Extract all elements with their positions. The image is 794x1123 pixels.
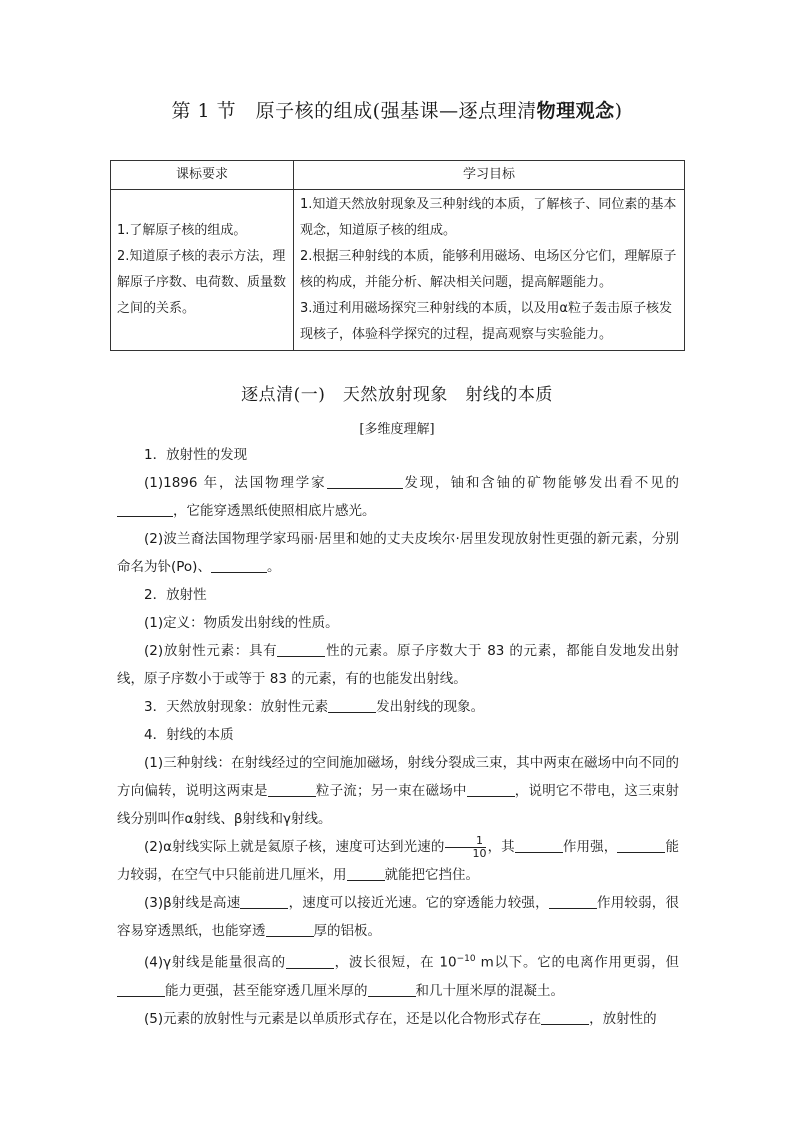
section-title: 逐点清(一) 天然放射现象 射线的本质: [241, 385, 553, 405]
fill-blank[interactable]: [617, 838, 665, 853]
paragraph: (4)γ射线是能量很高的 ，波长很短，在 $10^{-10}$ m以下。它的电离作用更弱，但能力更强，甚至能穿透几厘米厚的 和几十厘米厚的混凝土。: [117, 945, 679, 1005]
fill-blank[interactable]: [541, 1010, 589, 1025]
content-body: [117, 441, 679, 1033]
fraction: $\frac{1}{10}$: [445, 835, 486, 860]
requirement-item: 1.了解原子核的组成。: [117, 223, 247, 238]
heading-natural-radioactivity: 3．天然放射现象：放射性元素 发出射线的现象。: [144, 699, 485, 715]
fill-blank[interactable]: [286, 954, 334, 969]
goal-item: 1.知道天然放射现象及三种射线的本质，了解核子、同位素的基本观念，知道原子核的组成。: [300, 197, 677, 238]
goal-item: 3.通过利用磁场探究三种射线的本质，以及用α粒子轰击原子核发现核子，体验科学探究的过程，提高观察与实验能力。: [300, 301, 672, 342]
fill-blank[interactable]: [327, 474, 403, 489]
goals-cell: [294, 190, 685, 351]
paragraph: (5)元素的放射性与元素是以单质形式存在，还是以化合物形式存在 ，放射性的: [144, 1010, 657, 1027]
title-bold: 物理观念: [536, 100, 615, 122]
fill-blank[interactable]: [277, 642, 325, 657]
standards-table: [110, 160, 685, 351]
fill-blank[interactable]: [117, 502, 173, 517]
paragraph: (1)定义：物质发出射线的性质。: [144, 615, 339, 631]
paragraph: (3)β射线是高速 ，速度可以接近光速。它的穿透能力较强， 作用较弱，很容易穿透黑纸，也能穿透 厚的铝板。: [117, 895, 679, 939]
heading-discovery: 1．放射性的发现: [144, 447, 248, 463]
fill-blank[interactable]: [467, 782, 515, 797]
table-row: [111, 190, 685, 351]
fill-blank[interactable]: [368, 982, 416, 997]
page-title: [0, 96, 794, 123]
heading-radioactivity: 2．放射性: [144, 587, 207, 603]
fill-blank[interactable]: [347, 866, 385, 881]
goals-header: 学习目标: [294, 161, 685, 190]
paragraph: (1)三种射线：在射线经过的空间施加磁场，射线分裂成三束，其中两束在磁场中向不同的方向偏转，说明这两束是 粒子流；另一束在磁场中 ，说明它不带电，这三束射线分别叫作α射线、β射线和γ射线。: [117, 755, 680, 827]
fill-blank[interactable]: [268, 782, 316, 797]
fill-blank[interactable]: [266, 922, 314, 937]
paragraph: (2)放射性元素：具有 性的元素。原子序数大于 83 的元素，都能自发地发出射线，原子序数小于或等于 83 的元素，有的也能发出射线。: [117, 643, 679, 687]
paragraph: (2)波兰裔法国物理学家玛丽·居里和她的丈夫皮埃尔·居里发现放射性更强的新元素，分别命名为钋(Po)、 。: [117, 531, 679, 575]
requirements-cell: [111, 190, 294, 351]
section-subtitle: [多维度理解]: [359, 422, 435, 437]
requirement-item: 2.知道原子核的表示方法，理解原子序数、电荷数、质量数之间的关系。: [117, 249, 287, 316]
goal-item: 2.根据三种射线的本质，能够利用磁场、电场区分它们，理解原子核的构成，并能分析、解决相关问题，提高解题能力。: [300, 249, 677, 290]
fill-blank[interactable]: [515, 838, 563, 853]
title-main: 第 1 节 原子核的组成(强基课—逐点理清: [171, 100, 537, 122]
requirements-header: 课标要求: [111, 161, 294, 190]
table-header-row: [111, 161, 685, 190]
heading-ray-nature: 4．射线的本质: [144, 727, 234, 743]
fill-blank[interactable]: [240, 894, 288, 909]
fill-blank[interactable]: [549, 894, 597, 909]
title-end: ): [614, 100, 623, 122]
paragraph: (1)1896 年，法国物理学家 发现，铀和含铀的矿物能够发出看不见的，它能穿透黑纸使照相底片感光。: [117, 469, 679, 525]
fill-blank[interactable]: [211, 558, 267, 573]
fill-blank[interactable]: [117, 982, 165, 997]
fill-blank[interactable]: [328, 698, 376, 713]
paragraph: (2)α射线实际上就是氦原子核，速度可达到光速的 $\frac{1}{10}$ ，其 作用强， 能力较弱，在空气中只能前进几厘米，用 就能把它挡住。: [117, 833, 680, 883]
